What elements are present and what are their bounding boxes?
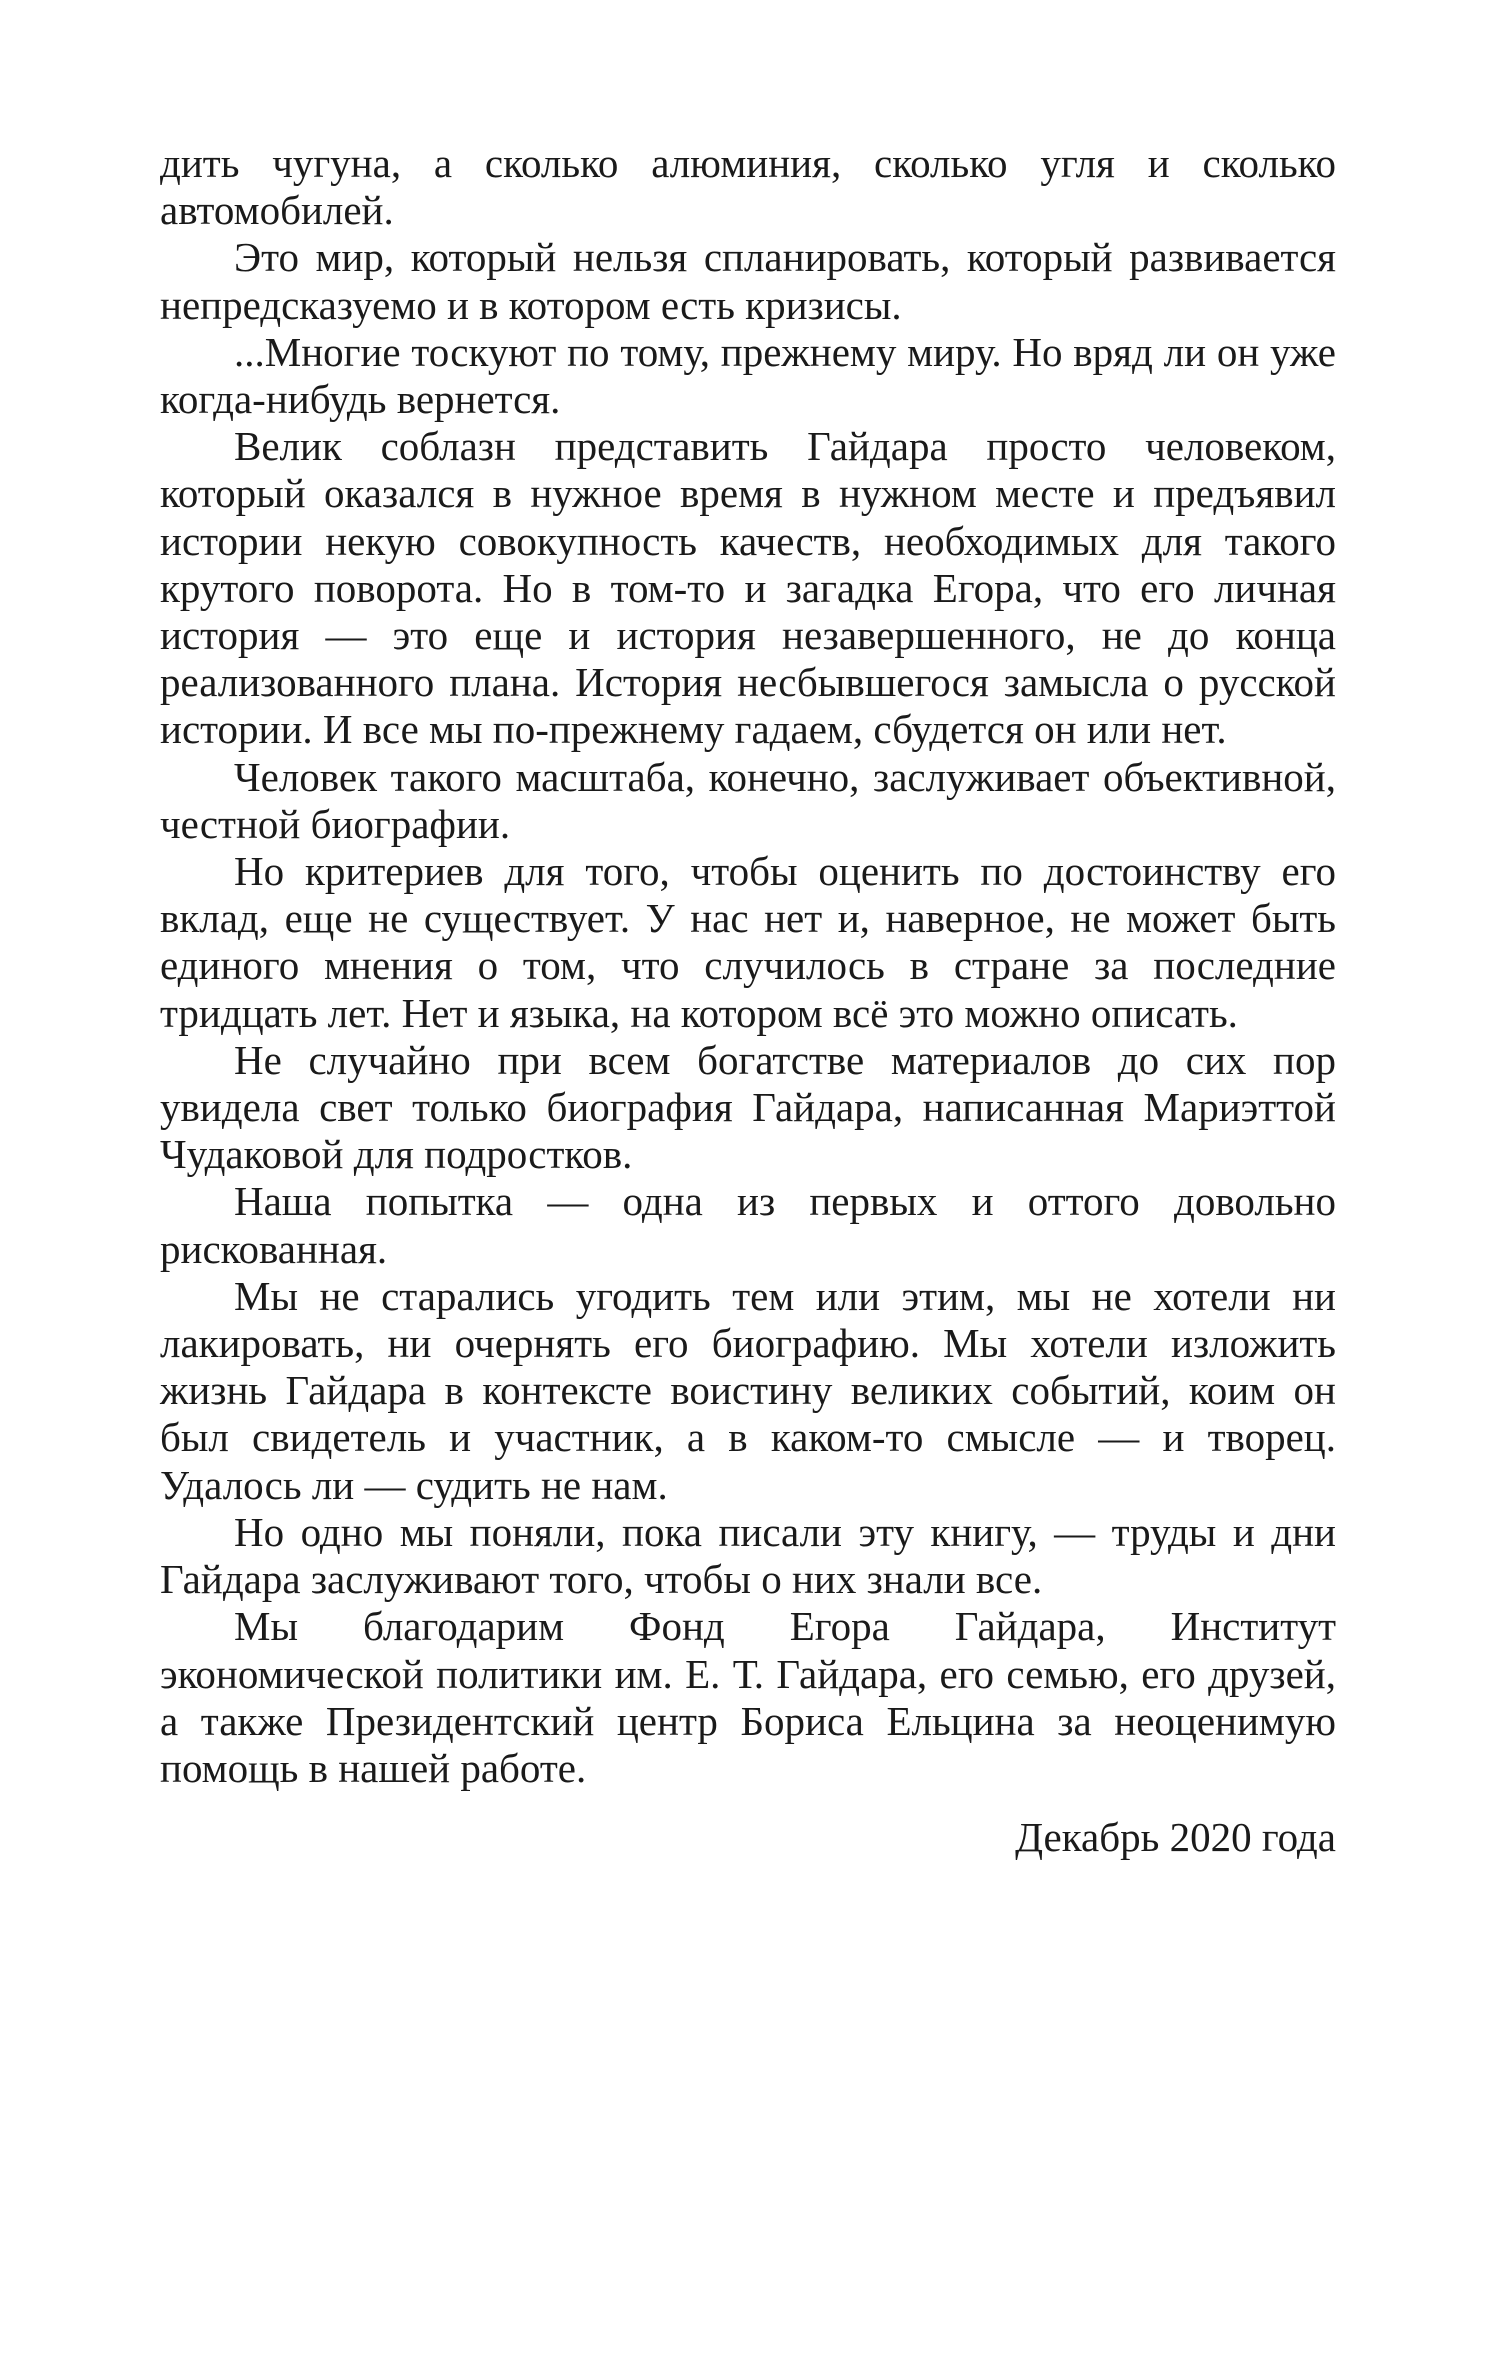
paragraph-acknowledgements: Мы благодарим Фонд Егора Гайдара, Институт экономической политики им. Е. Т. Гайдара, его семью, его друзей, а также Президентский центр Бориса Ельцина за неоценимую помощь в нашей работе. (160, 1603, 1336, 1791)
paragraph-unplannable-world: Это мир, который нельзя спланировать, который развивается непредсказуемо и в котором есть кризисы. (160, 234, 1336, 328)
page-body (160, 140, 1336, 1861)
paragraph-understanding: Но одно мы поняли, пока писали эту книгу, — труды и дни Гайдара заслуживают того, чтобы о них знали все. (160, 1508, 1336, 1603)
paragraph-biography-need: Человек такого масштаба, конечно, заслуживает объективной, честной биографии. (160, 753, 1336, 847)
paragraph-attempt: Наша попытка — одна из первых и оттого довольно рискованная. (160, 1178, 1336, 1272)
paragraph-criteria: Но критериев для того, чтобы оценить по достоинству его вклад, еще не существует. У нас нет и, наверное, не может быть единого мнения о том, что случилось в стране за последние тридцать лет. Нет и языка, на котором всё это можно описать. (160, 848, 1336, 1036)
paragraph-continuation: дить чугуна, а сколько алюминия, сколько угля и сколько автомобилей. (160, 140, 1336, 234)
paragraph-intent: Мы не старались угодить тем или этим, мы не хотели ни лакировать, ни очернять его биографию. Мы хотели изложить жизнь Гайдара в контексте воистину великих событий, коим он был свидетель и участник, а в каком-то смысле — и творец. Удалось ли — судить не нам. (160, 1272, 1336, 1508)
paragraph-temptation: Велик соблазн представить Гайдара просто человеком, который оказался в нужное время в нужном месте и предъявил истории некую совокупность качеств, необходимых для такого крутого поворота. Но в том-то и загадка Егора, что его личная история — это еще и история незавершенного, не до конца реализованного плана. История несбывшегося замысла о русской истории. И все мы по-прежнему гадаем, сбудется он или нет. (160, 423, 1336, 753)
date-signature: Декабрь 2020 года (1015, 1814, 1336, 1861)
paragraph-chudakova: Не случайно при всем богатстве материалов до сих пор увидела свет только биография Гайдара, написанная Мариэттой Чудаковой для подростков. (160, 1036, 1336, 1178)
paragraph-nostalgia: ...Многие тоскуют по тому, прежнему миру. Но вряд ли он уже когда-нибудь вернется. (160, 328, 1336, 423)
